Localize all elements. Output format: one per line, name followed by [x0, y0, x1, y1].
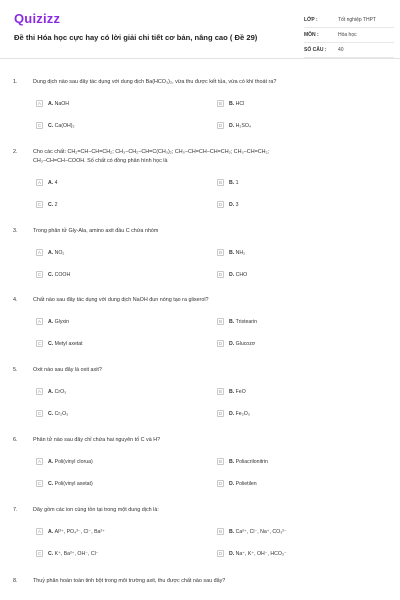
- option-checkbox-icon[interactable]: D: [218, 202, 223, 207]
- option-label: C. Cr₂O₃: [48, 410, 69, 417]
- answer-option[interactable]: [36, 269, 70, 280]
- question-number: 8.: [13, 578, 18, 584]
- meta-row-count: [304, 43, 394, 58]
- question-number: 7.: [13, 507, 18, 513]
- option-label: B. Tristearin: [229, 318, 258, 325]
- option-checkbox-icon[interactable]: B: [218, 101, 222, 106]
- question-number: 2.: [13, 149, 18, 155]
- option-label: B. Ca²⁺, Cl⁻, Na⁺, CO₃²⁻: [229, 528, 287, 535]
- option-checkbox-icon[interactable]: A: [37, 101, 41, 106]
- option-checkbox-icon[interactable]: D: [218, 481, 223, 486]
- answer-option[interactable]: [36, 120, 75, 131]
- option-label: B. HCl: [229, 100, 245, 107]
- option-label: A. Al³⁺, PO₄³⁻, Cl⁻, Ba²⁺: [48, 528, 105, 535]
- answer-option[interactable]: [217, 98, 244, 109]
- option-checkbox-icon[interactable]: C: [37, 202, 42, 207]
- option-checkbox-icon[interactable]: C: [37, 481, 42, 486]
- answer-option[interactable]: [36, 386, 66, 397]
- option-checkbox-icon[interactable]: C: [37, 551, 42, 556]
- answer-option[interactable]: [217, 456, 268, 467]
- option-checkbox-icon[interactable]: D: [218, 272, 223, 277]
- question-text: Dung dịch nào sau đây tác dụng với dung dịch Ba(HCO₃)₂, vừa thu được kết tủa, vừa có khí thoát ra?: [33, 79, 277, 85]
- answer-option[interactable]: [36, 177, 58, 188]
- option-checkbox-icon[interactable]: B: [218, 529, 222, 534]
- option-checkbox-icon[interactable]: D: [218, 123, 223, 128]
- meta-label: MÔN :: [304, 32, 319, 38]
- question-text: Dãy gồm các ion cùng tồn tại trong một dung dịch là:: [33, 507, 159, 513]
- option-checkbox-icon[interactable]: B: [218, 389, 222, 394]
- question-text: Cho các chất: CH₂=CH−CH=CH₂; CH₃−CH₂−CH=C(CH₃)₂; CH₃−CH=CH−CH=CH₂; CH₃−CH=CH₂; CH₃−CH=CH−COOH. Số chất có đồng phân hình học là: [33, 149, 270, 164]
- answer-option[interactable]: [36, 316, 69, 327]
- option-label: A. CrO₃: [48, 388, 67, 395]
- option-label: D. Fe₂O₃: [229, 410, 250, 417]
- option-checkbox-icon[interactable]: C: [37, 123, 42, 128]
- option-label: A. Glyxin: [48, 318, 70, 325]
- meta-label: LỚP :: [304, 17, 318, 23]
- question-number: 1.: [13, 79, 18, 85]
- option-label: C. Metyl axetat: [48, 340, 83, 347]
- meta-row-class: [304, 13, 394, 28]
- answer-option[interactable]: [36, 526, 105, 537]
- option-checkbox-icon[interactable]: D: [218, 411, 223, 416]
- answer-option[interactable]: [217, 316, 257, 327]
- answer-option[interactable]: [217, 548, 287, 559]
- option-checkbox-icon[interactable]: B: [218, 250, 222, 255]
- meta-row-subject: [304, 28, 394, 43]
- option-checkbox-icon[interactable]: A: [37, 459, 41, 464]
- header: [0, 0, 400, 59]
- answer-option[interactable]: [217, 478, 257, 489]
- answer-option[interactable]: [36, 247, 64, 258]
- answer-option[interactable]: [36, 98, 69, 109]
- option-checkbox-icon[interactable]: A: [37, 319, 41, 324]
- option-label: D. CHO: [229, 271, 248, 278]
- option-label: D. H₂SO₄: [229, 122, 252, 129]
- question-text: Chất nào sau đây tác dụng với dung dịch NaOH đun nóng tạo ra glixerol?: [33, 297, 209, 303]
- option-checkbox-icon[interactable]: C: [37, 341, 42, 346]
- answer-option[interactable]: [217, 408, 250, 419]
- question-text: Thuỷ phân hoàn toàn tinh bột trong môi trường axit, thu được chất nào sau đây?: [33, 578, 226, 584]
- option-label: C. K⁺, Ba²⁺, OH⁻, Cl⁻: [48, 550, 99, 557]
- option-label: A. NaOH: [48, 100, 70, 107]
- option-label: B. 1: [229, 179, 239, 186]
- option-label: C. COOH: [48, 271, 71, 278]
- meta-value: Hóa học: [338, 32, 357, 38]
- option-checkbox-icon[interactable]: A: [37, 389, 41, 394]
- question-text: Oxit nào sau đây là oxit axit?: [33, 367, 102, 373]
- option-label: B. Poliacrilonitrin: [229, 458, 268, 465]
- option-checkbox-icon[interactable]: D: [218, 551, 223, 556]
- answer-option[interactable]: [36, 408, 68, 419]
- meta-table: [304, 13, 394, 58]
- option-label: A. NO₂: [48, 249, 65, 256]
- option-checkbox-icon[interactable]: C: [37, 411, 42, 416]
- option-checkbox-icon[interactable]: D: [218, 341, 223, 346]
- answer-option[interactable]: [36, 456, 93, 467]
- worksheet-title: Đề thi Hóa học cực hay có lời giải chi tiết cơ bản, nâng cao ( Đề 29): [14, 33, 258, 42]
- option-label: A. Poli(vinyl clorua): [48, 458, 93, 465]
- option-label: A. 4: [48, 179, 58, 186]
- option-label: D. Glucozơ: [229, 340, 256, 347]
- answer-option[interactable]: [217, 386, 246, 397]
- option-label: C. Ca(OH)₂: [48, 122, 75, 129]
- answer-option[interactable]: [36, 199, 58, 210]
- question-number: 3.: [13, 228, 18, 234]
- option-label: B. NH₂: [229, 249, 246, 256]
- option-checkbox-icon[interactable]: C: [37, 272, 42, 277]
- option-label: C. Poli(vinyl axetat): [48, 480, 93, 487]
- option-checkbox-icon[interactable]: A: [37, 180, 41, 185]
- answer-option[interactable]: [36, 338, 83, 349]
- question-number: 5.: [13, 367, 18, 373]
- question-text: Trong phân tử Gly-Ala, amino axit đầu C chứa nhóm: [33, 228, 159, 234]
- meta-value: 40: [338, 47, 344, 53]
- option-label: C. 2: [48, 201, 58, 208]
- answer-option[interactable]: [217, 177, 239, 188]
- answer-option[interactable]: [36, 478, 93, 489]
- option-label: D. 3: [229, 201, 239, 208]
- answer-option[interactable]: [217, 526, 287, 537]
- meta-value: Tốt nghiệp THPT: [338, 17, 376, 23]
- question-number: 6.: [13, 437, 18, 443]
- option-label: D. Polietilen: [229, 480, 257, 487]
- option-checkbox-icon[interactable]: B: [218, 180, 222, 185]
- question-text: Phân tử nào sau đây chỉ chứa hai nguyên tố C và H?: [33, 437, 161, 443]
- brand-logo: Quizizz: [14, 11, 61, 26]
- answer-option[interactable]: [36, 548, 98, 559]
- answer-option[interactable]: [217, 199, 239, 210]
- option-checkbox-icon[interactable]: B: [218, 319, 222, 324]
- meta-label: SỐ CÂU :: [304, 47, 327, 53]
- option-checkbox-icon[interactable]: A: [37, 529, 41, 534]
- answer-option[interactable]: [217, 120, 251, 131]
- answer-option[interactable]: [217, 269, 247, 280]
- question-number: 4.: [13, 297, 18, 303]
- option-label: B. FeO: [229, 388, 246, 395]
- answer-option[interactable]: [217, 338, 255, 349]
- option-label: D. Na⁺, K⁺, OH⁻, HCO₃⁻: [229, 550, 287, 557]
- option-checkbox-icon[interactable]: B: [218, 459, 222, 464]
- option-checkbox-icon[interactable]: A: [37, 250, 41, 255]
- answer-option[interactable]: [217, 247, 245, 258]
